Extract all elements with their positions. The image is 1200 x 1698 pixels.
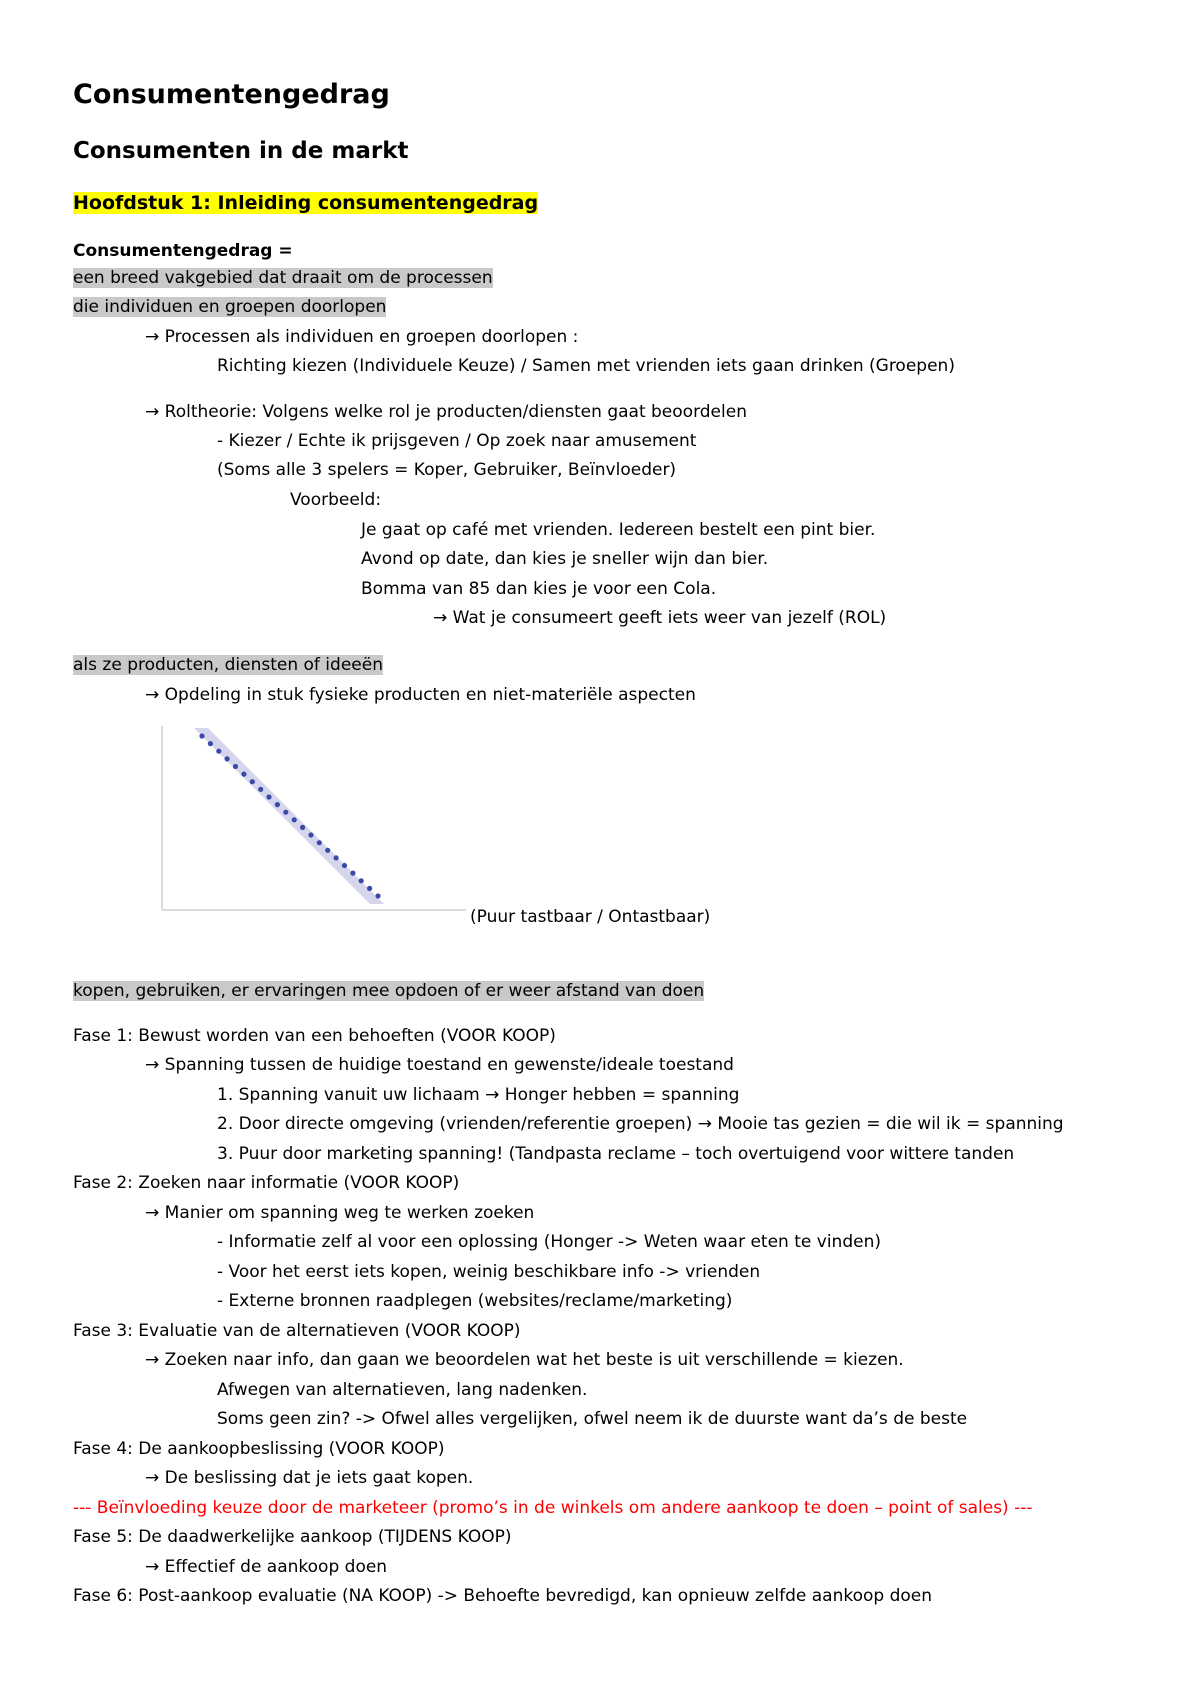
phase-5-heading: Fase 5: De daadwerkelijke aankoop (TIJDENS KOOP) <box>73 1527 512 1547</box>
chart-point <box>225 756 230 761</box>
chart-point <box>342 863 347 868</box>
products-line-text: als ze producten, diensten of ideeën <box>73 655 383 675</box>
example-label: Voorbeeld: <box>290 490 382 510</box>
arrow-icon: → <box>145 402 160 422</box>
role-conclusion <box>433 607 886 629</box>
example-3: Bomma van 85 dan kies je voor een Cola. <box>361 579 717 599</box>
arrow-icon: → <box>145 1203 160 1223</box>
role-theory-item <box>145 401 747 423</box>
chart-point <box>199 733 204 738</box>
phase-2-point-2: - Voor het eerst iets kopen, weinig beschikbare info -> vrienden <box>217 1262 761 1282</box>
chart-point <box>308 832 313 837</box>
arrow-icon: → <box>485 1085 500 1105</box>
example-1: Je gaat op café met vrienden. Iedereen bestelt een pint bier. <box>361 520 876 540</box>
arrow-icon: → <box>433 608 448 628</box>
chart-point <box>359 878 364 883</box>
chart-point <box>292 817 297 822</box>
phase-5-item <box>145 1556 387 1578</box>
chart-point <box>266 794 271 799</box>
chapter-heading <box>73 190 538 216</box>
chart-band <box>194 728 384 904</box>
document-title: Consumentengedrag <box>73 79 390 110</box>
marketeer-influence-line: --- Beïnvloeding keuze door de marketeer (promo’s in de winkels om andere aankoop te doen – point of sales) --- <box>73 1498 1033 1518</box>
chart-point <box>350 871 355 876</box>
role-theory-players: (Soms alle 3 spelers = Koper, Gebruiker, Beïnvloeder) <box>217 460 677 480</box>
chart-point <box>208 741 213 746</box>
phase-3-text: Zoeken naar info, dan gaan we beoordelen wat het beste is uit verschillende = kiezen. <box>164 1350 904 1370</box>
tangibility-chart <box>148 718 478 918</box>
phase-2-point-1: - Informatie zelf al voor een oplossing (Honger -> Weten waar eten te vinden) <box>217 1232 881 1252</box>
chart-point <box>216 749 221 754</box>
processes-item <box>145 326 578 348</box>
phase-2-heading: Fase 2: Zoeken naar informatie (VOOR KOOP) <box>73 1173 460 1193</box>
chart-point <box>241 772 246 777</box>
phase-3-heading: Fase 3: Evaluatie van de alternatieven (VOOR KOOP) <box>73 1321 521 1341</box>
arrow-icon: → <box>145 1350 160 1370</box>
products-text: Opdeling in stuk fysieke producten en niet-materiële aspecten <box>164 685 696 705</box>
phase-1-item <box>145 1054 734 1076</box>
chapter-heading-text: Hoofdstuk 1: Inleiding consumentengedrag <box>73 192 539 214</box>
definition-label: Consumentengedrag = <box>73 241 293 261</box>
phase-5-text: Effectief de aankoop doen <box>164 1557 388 1577</box>
phase-1-text: Spanning tussen de huidige toestand en gewenste/ideale toestand <box>164 1055 734 1075</box>
purchase-line-text: kopen, gebruiken, er ervaringen mee opdoen of er weer afstand van doen <box>73 981 705 1001</box>
phase-2-item <box>145 1202 534 1224</box>
products-line <box>73 654 383 676</box>
phase-1-point-2 <box>217 1113 1064 1135</box>
point-1-result: Honger hebben = spanning <box>504 1085 740 1105</box>
phase-3-point-2: Soms geen zin? -> Ofwel alles vergelijken, ofwel neem ik de duurste want da’s de beste <box>217 1409 968 1429</box>
chart-caption: (Puur tastbaar / Ontastbaar) <box>470 907 711 927</box>
arrow-icon: → <box>145 1557 160 1577</box>
arrow-icon: → <box>145 1468 160 1488</box>
section-title: Consumenten in de markt <box>73 138 409 164</box>
chart-point <box>317 840 322 845</box>
role-theory-roles: - Kiezer / Echte ik prijsgeven / Op zoek naar amusement <box>217 431 697 451</box>
chart-point <box>275 802 280 807</box>
phase-2-point-3: - Externe bronnen raadplegen (websites/reclame/marketing) <box>217 1291 733 1311</box>
arrow-icon: → <box>145 685 160 705</box>
products-item <box>145 684 696 706</box>
processes-text: Processen als individuen en groepen doorlopen : <box>164 327 579 347</box>
chart-point <box>258 787 263 792</box>
phase-6-heading: Fase 6: Post-aankoop evaluatie (NA KOOP) -> Behoefte bevredigd, kan opnieuw zelfde aankoop doen <box>73 1586 933 1606</box>
definition-line-2 <box>73 296 386 318</box>
phase-4-item <box>145 1467 473 1489</box>
chart-point <box>375 893 380 898</box>
arrow-icon: → <box>145 1055 160 1075</box>
definition-line-1 <box>73 267 493 289</box>
phase-3-item <box>145 1349 904 1371</box>
chart-point <box>334 855 339 860</box>
chart-point <box>300 825 305 830</box>
chart-point <box>367 886 372 891</box>
point-2-result: Mooie tas gezien = die wil ik = spanning <box>717 1114 1064 1134</box>
point-1-text: 1. Spanning vanuit uw lichaam <box>217 1085 480 1105</box>
phase-1-heading: Fase 1: Bewust worden van een behoeften (VOOR KOOP) <box>73 1026 556 1046</box>
chart-point <box>233 764 238 769</box>
point-2-text: 2. Door directe omgeving (vrienden/referentie groepen) <box>217 1114 693 1134</box>
definition-line-1-text: een breed vakgebied dat draait om de processen <box>73 268 493 288</box>
phase-3-point-1: Afwegen van alternatieven, lang nadenken. <box>217 1380 588 1400</box>
phase-1-point-3: 3. Puur door marketing spanning! (Tandpasta reclame – toch overtuigend voor wittere tanden <box>217 1144 1015 1164</box>
arrow-icon: → <box>145 327 160 347</box>
chart-point <box>325 848 330 853</box>
role-theory-text: Roltheorie: Volgens welke rol je producten/diensten gaat beoordelen <box>164 402 747 422</box>
phase-1-point-1 <box>217 1084 739 1106</box>
chart-point <box>283 810 288 815</box>
purchase-line <box>73 980 704 1002</box>
phase-2-text: Manier om spanning weg te werken zoeken <box>164 1203 535 1223</box>
processes-example: Richting kiezen (Individuele Keuze) / Samen met vrienden iets gaan drinken (Groepen) <box>217 356 955 376</box>
chart-point <box>250 779 255 784</box>
example-2: Avond op date, dan kies je sneller wijn dan bier. <box>361 549 769 569</box>
definition-line-2-text: die individuen en groepen doorlopen <box>73 297 387 317</box>
arrow-icon: → <box>697 1114 712 1134</box>
phase-4-text: De beslissing dat je iets gaat kopen. <box>164 1468 474 1488</box>
role-conclusion-text: Wat je consumeert geeft iets weer van jezelf (ROL) <box>452 608 887 628</box>
phase-4-heading: Fase 4: De aankoopbeslissing (VOOR KOOP) <box>73 1439 445 1459</box>
